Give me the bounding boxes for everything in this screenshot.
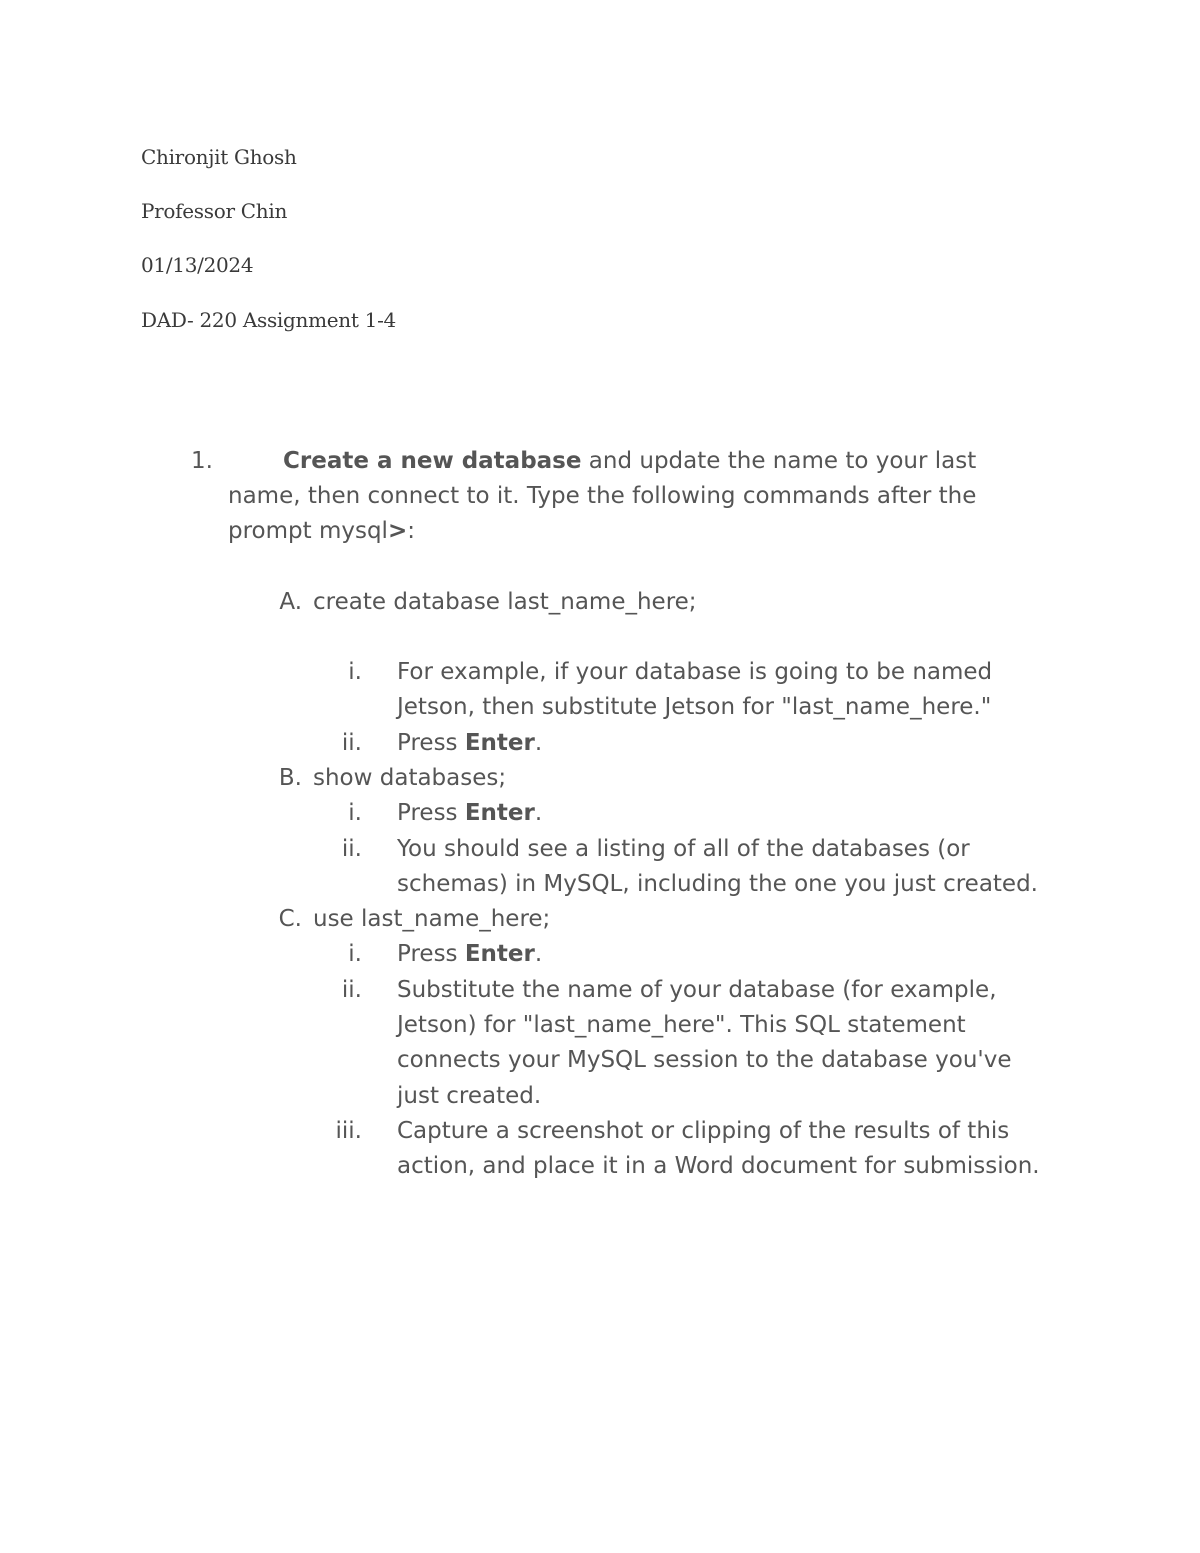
step-a-marker: A. bbox=[279, 589, 302, 615]
assignment-title: DAD- 220 Assignment 1-4 bbox=[141, 308, 396, 332]
step-c-i-marker: i. bbox=[348, 941, 362, 967]
step-b-i-post: . bbox=[534, 800, 543, 826]
item-1-line-3-bold: > bbox=[387, 518, 408, 544]
step-b-i-bold: Enter bbox=[464, 800, 535, 826]
step-a-i-line-1: For example, if your database is going to be named bbox=[397, 659, 993, 685]
step-c-ii-line-3: connects your MySQL session to the database you've bbox=[397, 1047, 1012, 1073]
step-c-command: use last_name_here; bbox=[313, 906, 551, 932]
step-a-ii-text bbox=[397, 732, 542, 755]
step-a-ii-bold: Enter bbox=[464, 730, 535, 756]
item-1-line-3-post: : bbox=[407, 518, 415, 544]
step-a-i-line-2: Jetson, then substitute Jetson for "last_name_here." bbox=[397, 694, 992, 720]
step-a-i-marker: i. bbox=[348, 659, 362, 685]
step-c-iii-line-1: Capture a screenshot or clipping of the results of this bbox=[397, 1118, 1010, 1144]
student-name: Chironjit Ghosh bbox=[141, 145, 297, 169]
step-c-marker: C. bbox=[278, 906, 302, 932]
step-b-marker: B. bbox=[278, 765, 302, 791]
step-c-iii-line-2: action, and place it in a Word document for submission. bbox=[397, 1153, 1040, 1179]
step-c-ii-line-2: Jetson) for "last_name_here". This SQL statement bbox=[397, 1012, 966, 1038]
item-1-line-1 bbox=[283, 450, 976, 473]
step-b-i-text bbox=[397, 802, 542, 825]
step-c-i-text bbox=[397, 943, 542, 966]
step-a-ii-pre: Press bbox=[397, 730, 465, 756]
step-c-i-bold: Enter bbox=[464, 941, 535, 967]
step-c-i-post: . bbox=[534, 941, 543, 967]
step-b-ii-marker: ii. bbox=[341, 836, 362, 862]
step-b-ii-line-2: schemas) in MySQL, including the one you just created. bbox=[397, 871, 1038, 897]
step-b-i-marker: i. bbox=[348, 800, 362, 826]
step-c-ii-marker: ii. bbox=[341, 977, 362, 1003]
item-1-marker: 1. bbox=[191, 448, 213, 474]
item-1-bold-lead: Create a new database bbox=[283, 448, 582, 474]
step-a-ii-post: . bbox=[534, 730, 543, 756]
step-c-ii-line-1: Substitute the name of your database (for example, bbox=[397, 977, 997, 1003]
step-b-i-pre: Press bbox=[397, 800, 465, 826]
item-1-line-2: name, then connect to it. Type the following commands after the bbox=[228, 483, 977, 509]
item-1-line-3-pre: prompt mysql bbox=[228, 518, 388, 544]
step-a-command: create database last_name_here; bbox=[313, 589, 697, 615]
item-1-line-1-rest: and update the name to your last bbox=[581, 448, 977, 474]
item-1-line-3 bbox=[228, 520, 415, 543]
step-b-ii-line-1: You should see a listing of all of the databases (or bbox=[397, 836, 970, 862]
professor-name: Professor Chin bbox=[141, 199, 288, 223]
step-b-command: show databases; bbox=[313, 765, 507, 791]
step-c-i-pre: Press bbox=[397, 941, 465, 967]
step-c-ii-line-4: just created. bbox=[397, 1083, 542, 1109]
step-a-ii-marker: ii. bbox=[341, 730, 362, 756]
step-c-iii-marker: iii. bbox=[335, 1118, 362, 1144]
date: 01/13/2024 bbox=[141, 253, 254, 277]
